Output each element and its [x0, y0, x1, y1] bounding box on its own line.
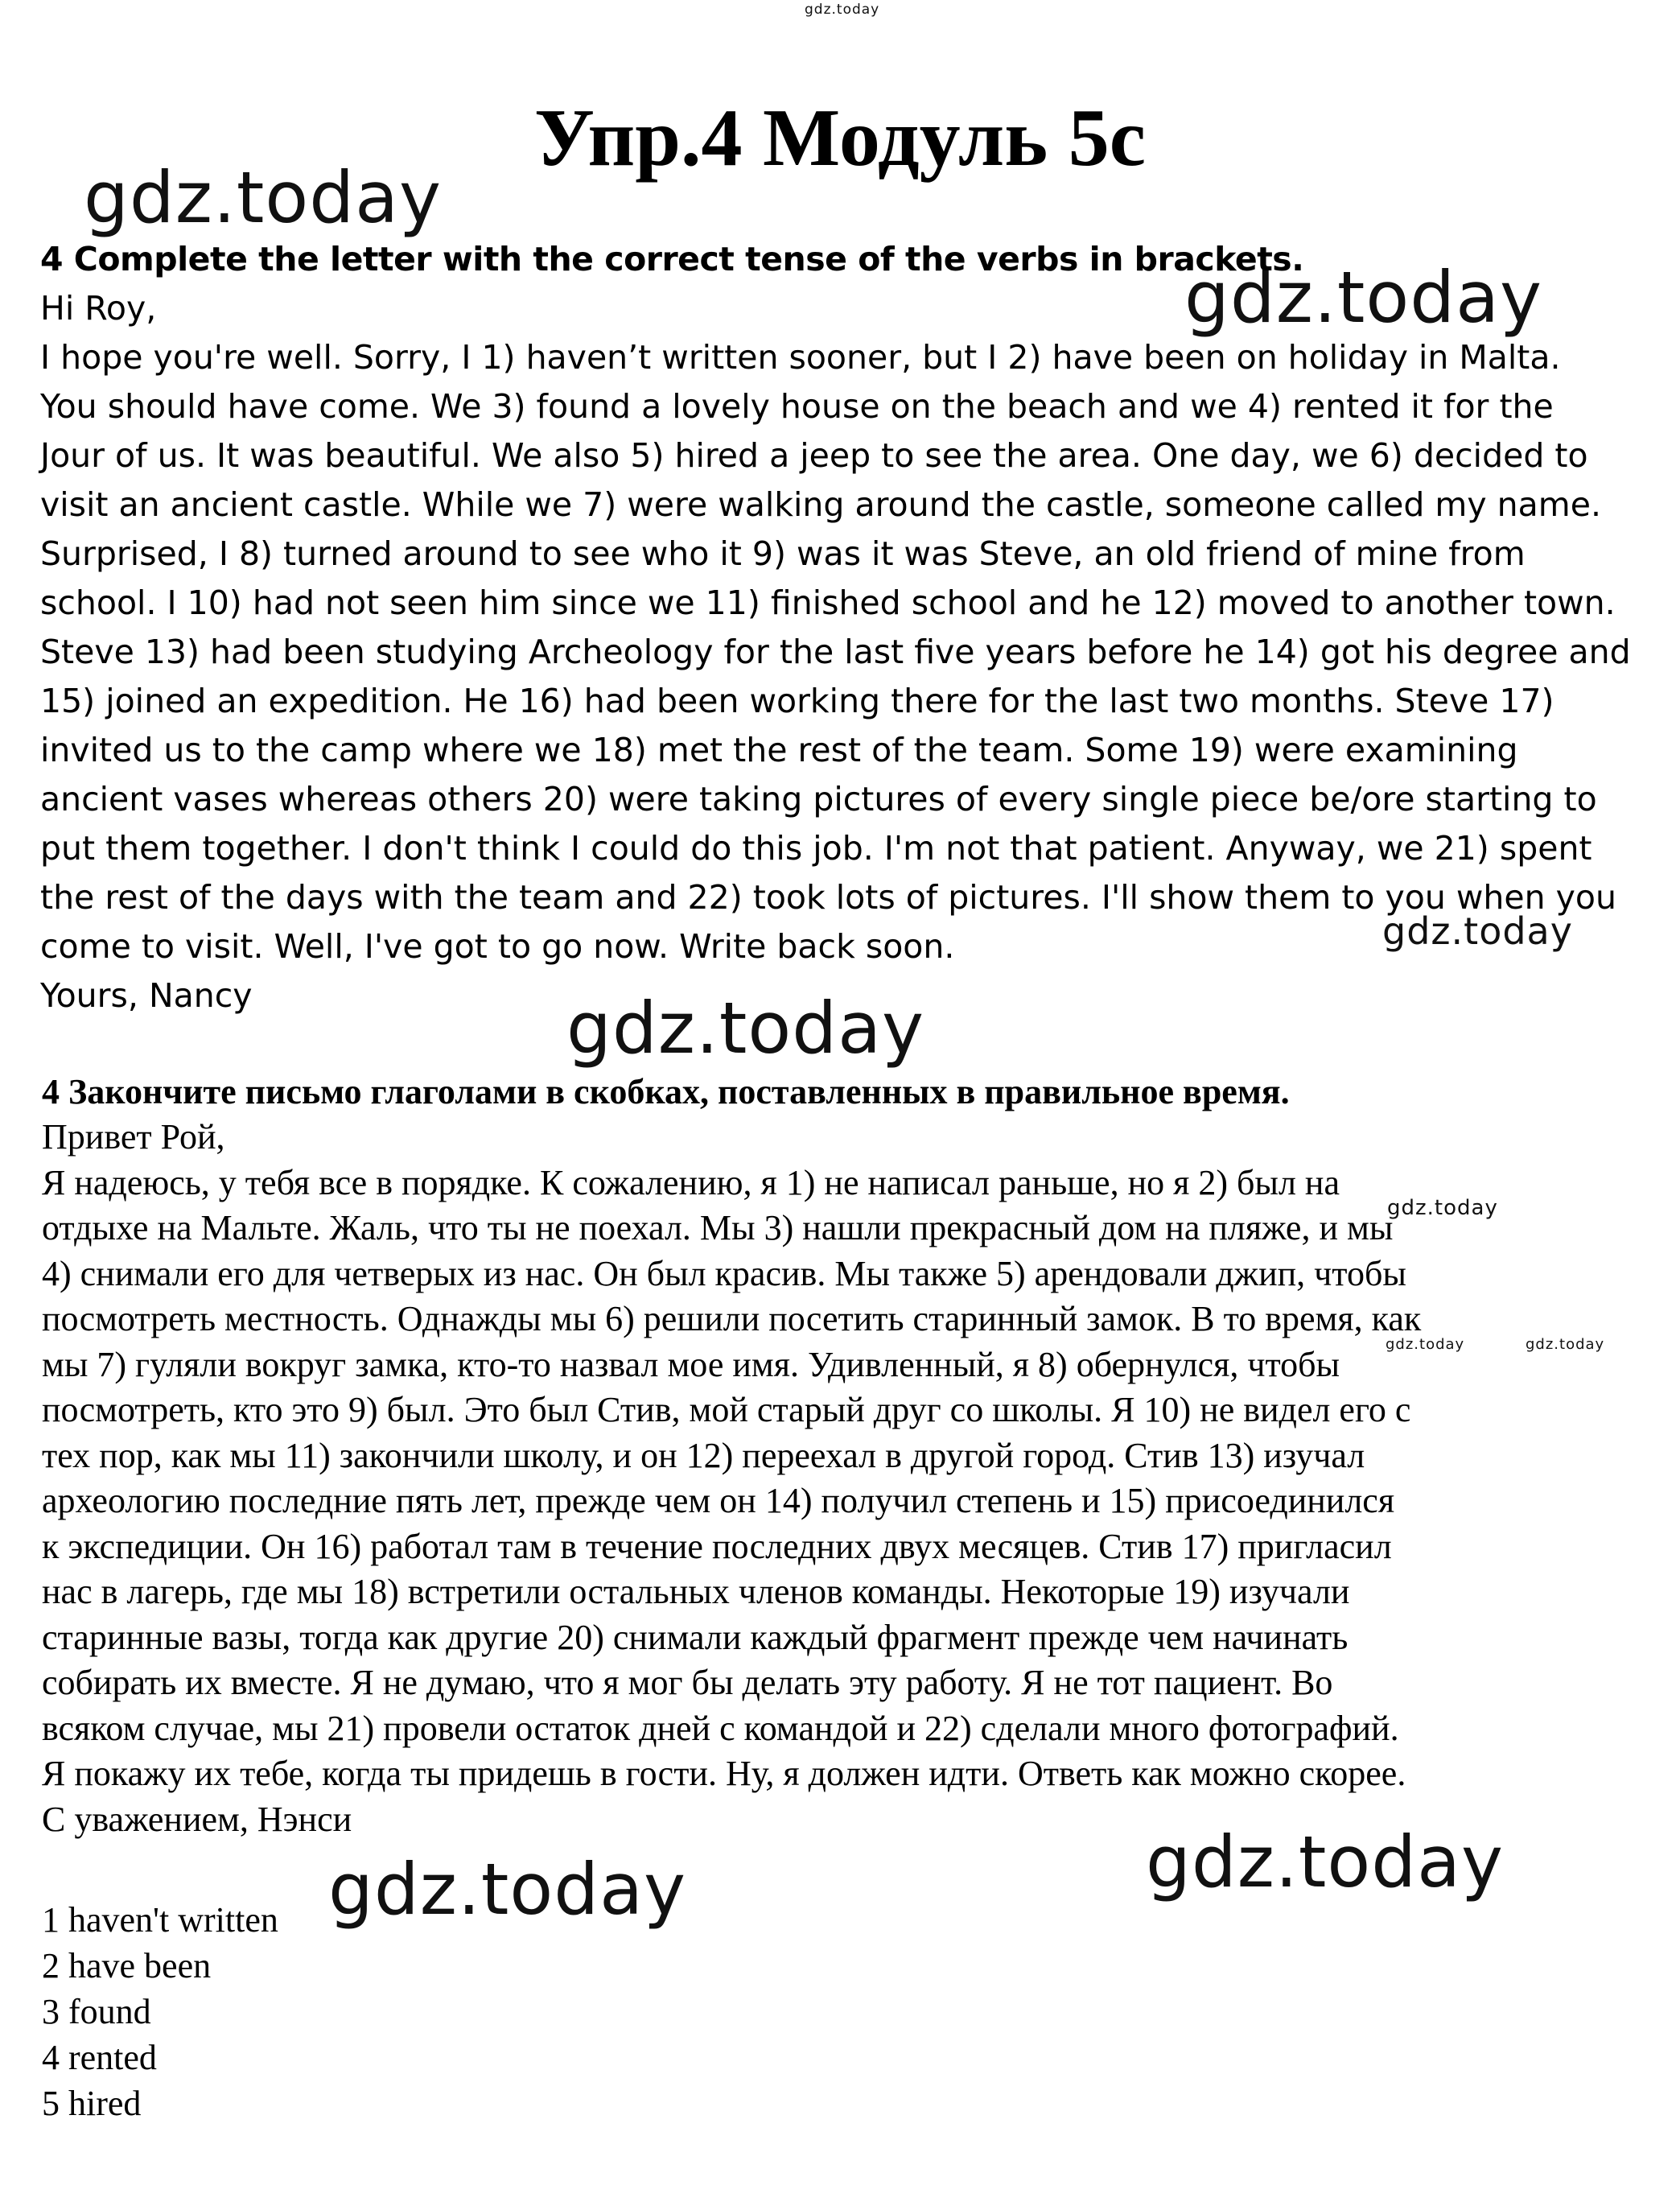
- russian-line: 4) снимали его для четверых из нас. Он был красив. Мы также 5) арендовали джип, чтобы: [42, 1254, 1406, 1293]
- english-line: Hi Roy,: [40, 289, 157, 328]
- english-line: Jour of us. It was beautiful. We also 5) hired a jeep to see the area. One day, we 6) decided to: [40, 436, 1588, 475]
- english-signature: Yours, Nancy: [40, 976, 253, 1015]
- russian-signature: С уважением, Нэнси: [42, 1800, 352, 1839]
- watermark: gdz.today: [1387, 1196, 1498, 1220]
- english-heading: 4 Complete the letter with the correct tense of the verbs in brackets.: [40, 240, 1304, 278]
- russian-heading: 4 Закончите письмо глаголами в скобках, поставленных в правильное время.: [42, 1072, 1290, 1111]
- russian-line: отдыхе на Мальте. Жаль, что ты не поехал. Мы 3) нашли прекрасный дом на пляже, и мы: [42, 1208, 1394, 1247]
- russian-line: нас в лагерь, где мы 18) встретили остальных членов команды. Некоторые 19) изучали: [42, 1572, 1350, 1611]
- russian-line: посмотреть, кто это 9) был. Это был Стив, мой старый друг со школы. Я 10) не видел его с: [42, 1390, 1411, 1429]
- watermark: gdz.today: [1146, 1820, 1505, 1903]
- russian-line: археологию последние пять лет, прежде чем он 14) получил степень и 15) присоединился: [42, 1481, 1395, 1520]
- russian-line: Я надеюсь, у тебя все в порядке. К сожалению, я 1) не написал раньше, но я 2) был на: [42, 1163, 1340, 1202]
- english-line: school. I 10) had not seen him since we 11) finished school and he 12) moved to another town.: [40, 583, 1616, 622]
- answer-item: 5 hired: [42, 2084, 142, 2123]
- russian-line: Я покажу их тебе, когда ты придешь в гости. Ну, я должен идти. Ответь как можно скорее.: [42, 1754, 1406, 1793]
- russian-line: старинные вазы, тогда как другие 20) снимали каждый фрагмент прежде чем начинать: [42, 1618, 1349, 1657]
- english-line: come to visit. Well, I've got to go now. Write back soon.: [40, 927, 955, 966]
- answer-item: 3 found: [42, 1992, 151, 2031]
- russian-line: всяком случае, мы 21) провели остаток дней с командой и 22) сделали много фотографий.: [42, 1709, 1399, 1748]
- watermark: gdz.today: [84, 156, 443, 239]
- russian-line: мы 7) гуляли вокруг замка, кто-то назвал мое имя. Удивленный, я 8) обернулся, чтобы: [42, 1345, 1340, 1384]
- english-line: the rest of the days with the team and 22) took lots of pictures. I'll show them to you when you: [40, 878, 1616, 917]
- watermark: gdz.today: [1382, 909, 1573, 953]
- watermark: gdz.today: [1386, 1336, 1465, 1353]
- english-line: 15) joined an expedition. He 16) had been working there for the last two months. Steve 17): [40, 682, 1554, 720]
- page-title: Упр.4 Модуль 5c: [534, 93, 1146, 183]
- watermark: gdz.today: [1184, 256, 1543, 339]
- answer-item: 4 rented: [42, 2038, 157, 2077]
- russian-line: собирать их вместе. Я не думаю, что я мог бы делать эту работу. Я не тот пациент. Во: [42, 1663, 1333, 1702]
- watermark: gdz.today: [1526, 1336, 1605, 1353]
- english-line: Surprised, I 8) turned around to see who it 9) was it was Steve, an old friend of mine from: [40, 534, 1526, 573]
- watermark-top: gdz.today: [805, 2, 880, 18]
- answer-item: 2 have been: [42, 1946, 212, 1985]
- english-line: ancient vases whereas others 20) were taking pictures of every single piece be/ore starting to: [40, 780, 1597, 818]
- watermark: gdz.today: [566, 987, 925, 1070]
- english-line: I hope you're well. Sorry, I 1) haven’t written sooner, but I 2) have been on holiday in Malta.: [40, 338, 1561, 377]
- russian-line: к экспедиции. Он 16) работал там в течение последних двух месяцев. Стив 17) пригласил: [42, 1527, 1392, 1566]
- russian-line: тех пор, как мы 11) закончили школу, и он 12) переехал в другой город. Стив 13) изучал: [42, 1436, 1365, 1475]
- russian-line: Привет Рой,: [42, 1117, 225, 1157]
- english-line: visit an ancient castle. While we 7) were walking around the castle, someone called my name.: [40, 485, 1601, 524]
- russian-line: посмотреть местность. Однажды мы 6) решили посетить старинный замок. В то время, как: [42, 1299, 1422, 1338]
- answer-item: 1 haven't written: [42, 1900, 278, 1940]
- english-line: Steve 13) had been studying Archeology for the last five years before he 14) got his degree and: [40, 633, 1631, 671]
- english-line: put them together. I don't think I could do this job. I'm not that patient. Anyway, we 21) spent: [40, 829, 1592, 868]
- english-line: invited us to the camp where we 18) met the rest of the team. Some 19) were examining: [40, 731, 1518, 769]
- watermark: gdz.today: [328, 1848, 687, 1931]
- english-line: You should have come. We 3) found a lovely house on the beach and we 4) rented it for the: [40, 387, 1554, 426]
